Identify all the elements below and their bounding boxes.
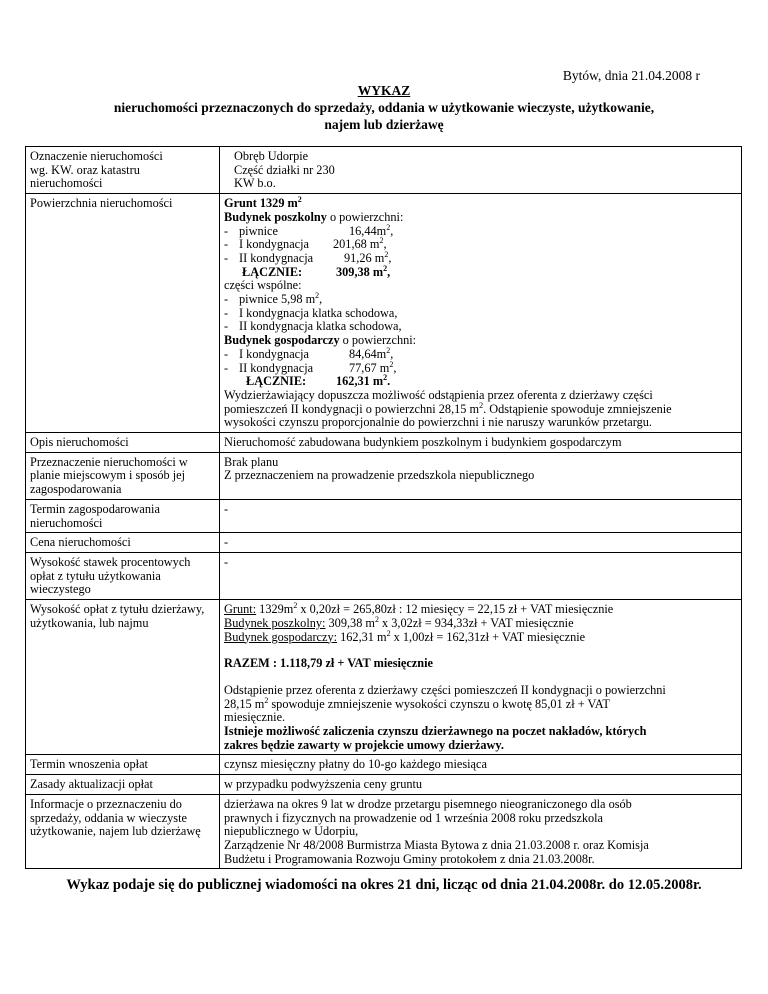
wspolne-k2: - II kondygnacja klatka schodowa, [224,319,402,334]
note-line3: wysokości czynszu proporcjonalnie do powierzchni i nie naruszy warunków przetargu. [224,415,652,430]
lacznie-poszkolny: ŁĄCZNIE: 309,38 $m^2$, [242,263,391,279]
value-powierzchnia [220,194,742,433]
label-opis: Opis nieruchomości [26,433,220,453]
row-opis [26,433,742,453]
row-przeznaczenie [26,452,742,499]
odstapienie-line2: 28,15 $m^2$ spowoduje zmniejszenie wysokości czynszu o kwotę 85,01 zł + VAT [224,695,610,711]
value-oznaczenie [220,147,742,194]
footer-notice: Wykaz podaje się do publicznej wiadomości na okres 21 dni, licząc od dnia 21.04.2008r. do 12.05.2008r. [66,877,702,893]
row-powierzchnia [26,194,742,433]
gospodarczy-heading: Budynek gospodarczy o powierzchni: [224,333,417,348]
label-stawki: Wysokość stawek procentowych opłat z tytułu użytkowania wieczystego [26,552,220,599]
informacje-line3: niepublicznego w Udorpiu, [224,824,359,839]
czesci-wspolne: części wspólne: [224,278,302,293]
informacje-line1: dzierżawa na okres 9 lat w drodze przetargu pisemnego nieograniczonego dla osób [224,796,632,811]
informacje-line2: prawnych i fizycznych na prowadzenie od 1 września 2008 roku przedszkola [224,810,604,825]
label-oplaty: Wysokość opłat z tytułu dzierżawy, użytkowania, lub najmu [26,600,220,755]
label-termin-wnoszenia: Termin wnoszenia opłat [26,755,220,775]
kw: KW b.o. [234,176,276,191]
przeznaczenie-text: Z przeznaczeniem na prowadzenie przedszkola niepublicznego [224,468,535,483]
row-cena [26,533,742,553]
note-line2: pomieszczeń II kondygnacji o powierzchni 28,15 $m^2$. Odstąpienie spowoduje zmniejszenie [224,400,672,416]
oplata-gospodarczy: Budynek gospodarczy: 162,31 $m^2$ x 1,00zł = 162,31zł + VAT miesięcznie [224,628,586,644]
value-cena: - [220,533,742,553]
odstapienie-line1: Odstąpienie przez oferenta z dzierżawy części pomieszczeń II kondygnacji o powierzchni [224,682,666,697]
row-oplaty [26,600,742,755]
gospodarczy-k2: - II kondygnacja 77,67 $m^2$, [224,359,397,375]
value-przeznaczenie [220,452,742,499]
label-przeznaczenie: Przeznaczenie nieruchomości w planie miejscowym i sposób jej zagospodarowania [26,452,220,499]
label-powierzchnia: Powierzchnia nieruchomości [26,194,220,433]
dzialka: Część działki nr 230 [234,162,335,177]
grunt-area: Grunt 1329 $m^2$ [224,195,302,211]
wspolne-piwnice: - piwnice 5,98 $m^2$, [224,290,323,307]
informacje-line5: Budżetu i Programowania Rozwoju Gminy protokołem z dnia 21.03.2008r. [224,851,595,866]
property-table [25,146,742,869]
label-zasady: Zasady aktualizacji opłat [26,775,220,795]
poszkolny-k2: - II kondygnacja 91,26 $m^2$, [224,249,392,265]
row-stawki [26,552,742,599]
oplata-poszkolny: Budynek poszkolny: 309,38 $m^2$ x 3,02zł = 934,33zł + VAT miesięcznie [224,614,574,630]
document-title [0,82,768,133]
row-oznaczenie [26,147,742,194]
label-informacje: Informacje o przeznaczeniu do sprzedaży, oddania w wieczyste użytkowanie, najem lub dzierżawę [26,794,220,869]
wspolne-k1: - I kondygnacja klatka schodowa, [224,305,398,320]
oplata-grunt: Grunt: $1329m^2$ x 0,20zł = 265,80zł : 12 miesięcy = 22,15 zł + VAT miesięcznie [224,601,614,617]
title-wykaz: WYKAZ [357,83,411,98]
row-termin-zagospodarowania [26,499,742,532]
gospodarczy-k1: - I kondygnacja $84,64m^2$, [224,345,394,361]
row-termin-wnoszenia [26,755,742,775]
note-line1: Wydzierżawiający dopuszcza możliwość odstąpienia przez oferenta z dzierżawy części [224,387,653,402]
brak-planu: Brak planu [224,454,279,469]
label-oznaczenie: Oznaczenie nieruchomości wg. KW. oraz katastru nieruchomości [26,147,220,194]
razem: RAZEM : 1.118,79 zł + VAT miesięcznie [224,656,433,671]
poszkolny-k1: - I kondygnacja 201,68 $m^2$, [224,236,387,252]
naklady-line1: Istnieje możliwość zaliczenia czynszu dzierżawnego na poczet nakładów, których [224,724,647,739]
value-termin-wnoszenia: czynsz miesięczny płatny do 10-go każdego miesiąca [220,755,742,775]
value-zasady: w przypadku podwyższenia ceny gruntu [220,775,742,795]
label-termin-zagospodarowania: Termin zagospodarowania nieruchomości [26,499,220,532]
value-termin-zagospodarowania: - [220,499,742,532]
poszkolny-piwnice: - piwnice $16,44m^2$, [224,222,394,238]
lacznie-gospodarczy: ŁĄCZNIE: 162,31 $m^2$. [246,373,391,389]
odstapienie-line3: miesięcznie. [224,710,286,725]
naklady-line2: zakres będzie zawarty w projekcie umowy dzierżawy. [224,737,504,752]
row-informacje [26,794,742,869]
value-oplaty [220,600,742,755]
row-zasady [26,775,742,795]
subtitle-line2: najem lub dzierżawę [324,117,444,132]
poszkolny-heading: Budynek poszkolny o powierzchni: [224,209,404,224]
informacje-line4: Zarządzenie Nr 48/2008 Burmistrza Miasta Bytowa z dnia 21.03.2008 r. oraz Komisja [224,837,649,852]
value-stawki: - [220,552,742,599]
value-opis: Nieruchomość zabudowana budynkiem poszkolnym i budynkiem gospodarczym [220,433,742,453]
label-cena: Cena nieruchomości [26,533,220,553]
subtitle-line1: nieruchomości przeznaczonych do sprzedaży, oddania w użytkowanie wieczyste, użytkowanie, [113,100,655,115]
place-date: Bytów, dnia 21.04.2008 r [562,68,700,83]
obreb: Obręb Udorpie [234,149,309,163]
value-informacje [220,794,742,869]
